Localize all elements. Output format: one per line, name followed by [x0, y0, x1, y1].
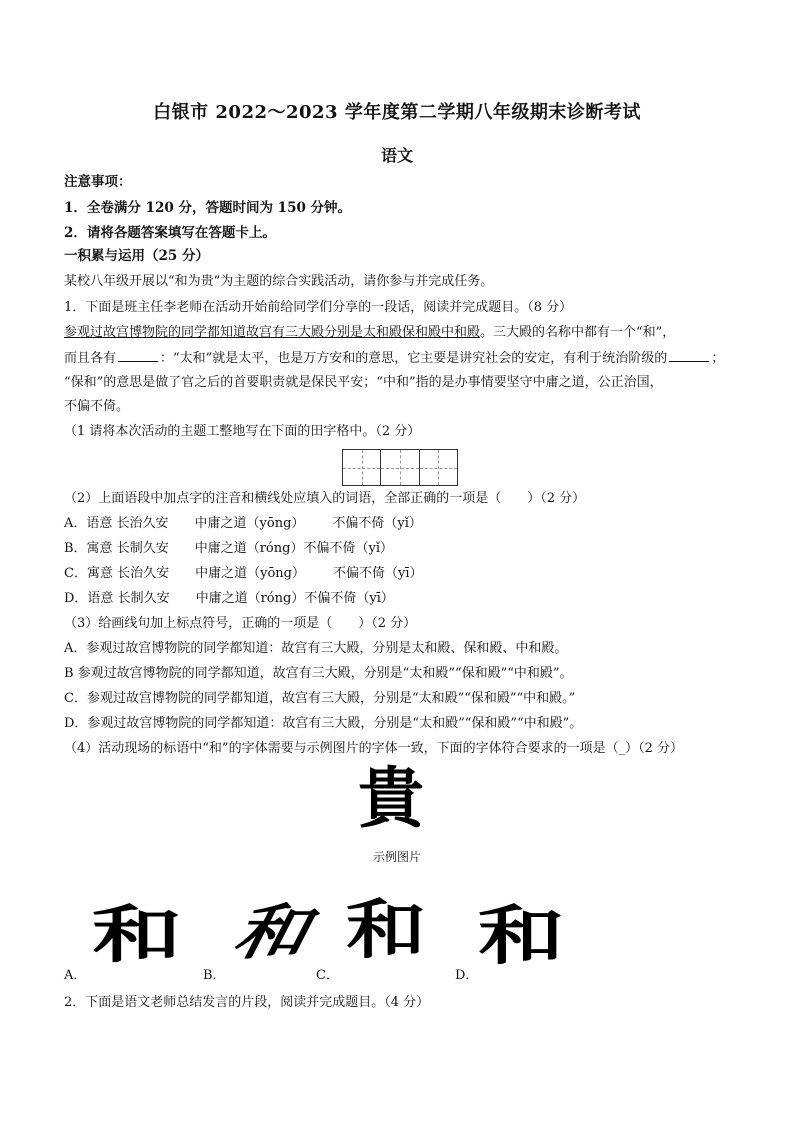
option-d: D．参观过故宫博物院的同学都知道：故宫有三大殿，分别是“太和殿”“保和殿”“中和殿”。	[64, 716, 583, 731]
option-word: 长治久安	[116, 516, 169, 531]
answer-blank-1	[118, 349, 158, 362]
notes-heading: 注意事项：	[64, 174, 132, 190]
option-b	[64, 540, 393, 557]
option-word: 长制久安	[116, 541, 169, 556]
passage-text: 而且各有	[64, 351, 117, 366]
passage-line-3: “保和”的意思是做了官之后的首要职责就是保民平安；“中和”指的是办事情要坚守中庸之道，公正治国，	[64, 375, 663, 390]
option-word: 不偏不倚（yǐ）	[332, 516, 422, 531]
sample-caption: 示例图片	[372, 850, 421, 864]
underlined-sentence: 参观过故宫博物院的同学都知道故宫有三大殿分别是太和殿保和殿中和殿	[64, 325, 481, 340]
option-label: B．寓意	[64, 541, 113, 556]
q2-stem: 2．下面是语文老师总结发言的片段，阅读并完成题目。（4 分）	[64, 995, 430, 1010]
choice-label-a: A．	[64, 968, 87, 983]
option-word: 不偏不倚（yī）	[304, 591, 394, 606]
choice-label-c: C．	[316, 968, 339, 983]
q1-stem: 1．下面是班主任李老师在活动开始前给同学们分享的一段话，阅读并完成题目。（8 分）	[64, 300, 573, 315]
option-a	[64, 515, 422, 532]
calligraphy-option-a: 和	[92, 898, 182, 971]
passage-line-1-rest: 。三大殿的名称中都有一个“和”，	[480, 325, 676, 340]
option-c: C．参观过故宫博物院的同学都知道，故宫有三大殿，分别是“太和殿”“保和殿”“中和殿。”	[64, 691, 576, 706]
calligraphy-option-d: 和	[478, 899, 565, 974]
option-word: 长治久安	[117, 566, 170, 581]
tianzige-grid	[342, 449, 458, 486]
option-label: C．寓意	[64, 566, 113, 581]
option-d	[64, 590, 394, 607]
grid-cell	[420, 450, 457, 485]
choice-label-b: B．	[203, 968, 226, 983]
option-word: 中庸之道（róng）	[194, 541, 304, 556]
section-title: 一积累与运用（25 分）	[64, 248, 209, 264]
note-item-2: 2．请将各题答案填写在答题卡上。	[64, 225, 276, 241]
passage-line-4: 不偏不倚。	[64, 399, 130, 414]
option-word: 中庸之道（yōng）	[195, 566, 305, 581]
option-word: 中庸之道（róng）	[195, 591, 305, 606]
exam-title: 白银市 2022～2023 学年度第二学期八年级期末诊断考试	[153, 102, 641, 123]
option-word: 长制久安	[117, 591, 170, 606]
sample-calligraphy-image: 貴	[358, 759, 424, 837]
choice-label-d: D．	[455, 968, 479, 983]
option-a: A．参观过故宫博物院的同学都知道：故宫有三大殿，分别是太和殿、保和殿、中和殿。	[64, 641, 568, 656]
option-label: A．语意	[64, 516, 113, 531]
passage-line-1	[64, 324, 675, 341]
option-label: D．语意	[64, 591, 114, 606]
grid-cell	[381, 450, 419, 485]
note-item-1: 1．全卷满分 120 分，答题时间为 150 分钟。	[64, 200, 352, 216]
sub-question-3: （3）给画线句加上标点符号，正确的一项是（ ）（2 分）	[64, 616, 417, 631]
passage-text: ：“太和”就是太平，也是万方安和的意思，它主要是讲究社会的安定，有利于统治阶级的	[160, 351, 668, 366]
option-word: 不偏不倚（yǐ）	[303, 541, 393, 556]
grid-cell	[343, 450, 381, 485]
calligraphy-option-b: 和	[227, 898, 315, 968]
calligraphy-option-c: 和	[346, 893, 426, 968]
passage-line-2	[64, 349, 724, 367]
option-word: 中庸之道（yōng）	[194, 516, 305, 531]
subject-title: 语文	[380, 146, 413, 165]
section-intro: 某校八年级开展以“和为贵”为主题的综合实践活动，请你参与并完成任务。	[64, 274, 494, 289]
sub-question-4: （4）活动现场的标语中“和”的字体需要与示例图片的字体一致，下面的字体符合要求的一项是（_）（2 分）	[64, 741, 683, 756]
sub-question-1: （1 请将本次活动的主题工整地写在下面的田字格中。（2 分）	[64, 424, 421, 439]
answer-blank-2	[669, 349, 709, 362]
option-c	[64, 565, 423, 582]
sub-question-2: （2）上面语段中加点字的注音和横线处应填入的词语，全部正确的一项是（ ）（2 分）	[64, 491, 586, 506]
passage-text: ；	[711, 351, 725, 366]
option-word: 不偏不倚（yī）	[332, 566, 423, 581]
option-b: B 参观过故宫博物院的同学都知道，故宫有三大殿，分别是“太和殿”“保和殿”“中和殿”。	[64, 666, 573, 681]
